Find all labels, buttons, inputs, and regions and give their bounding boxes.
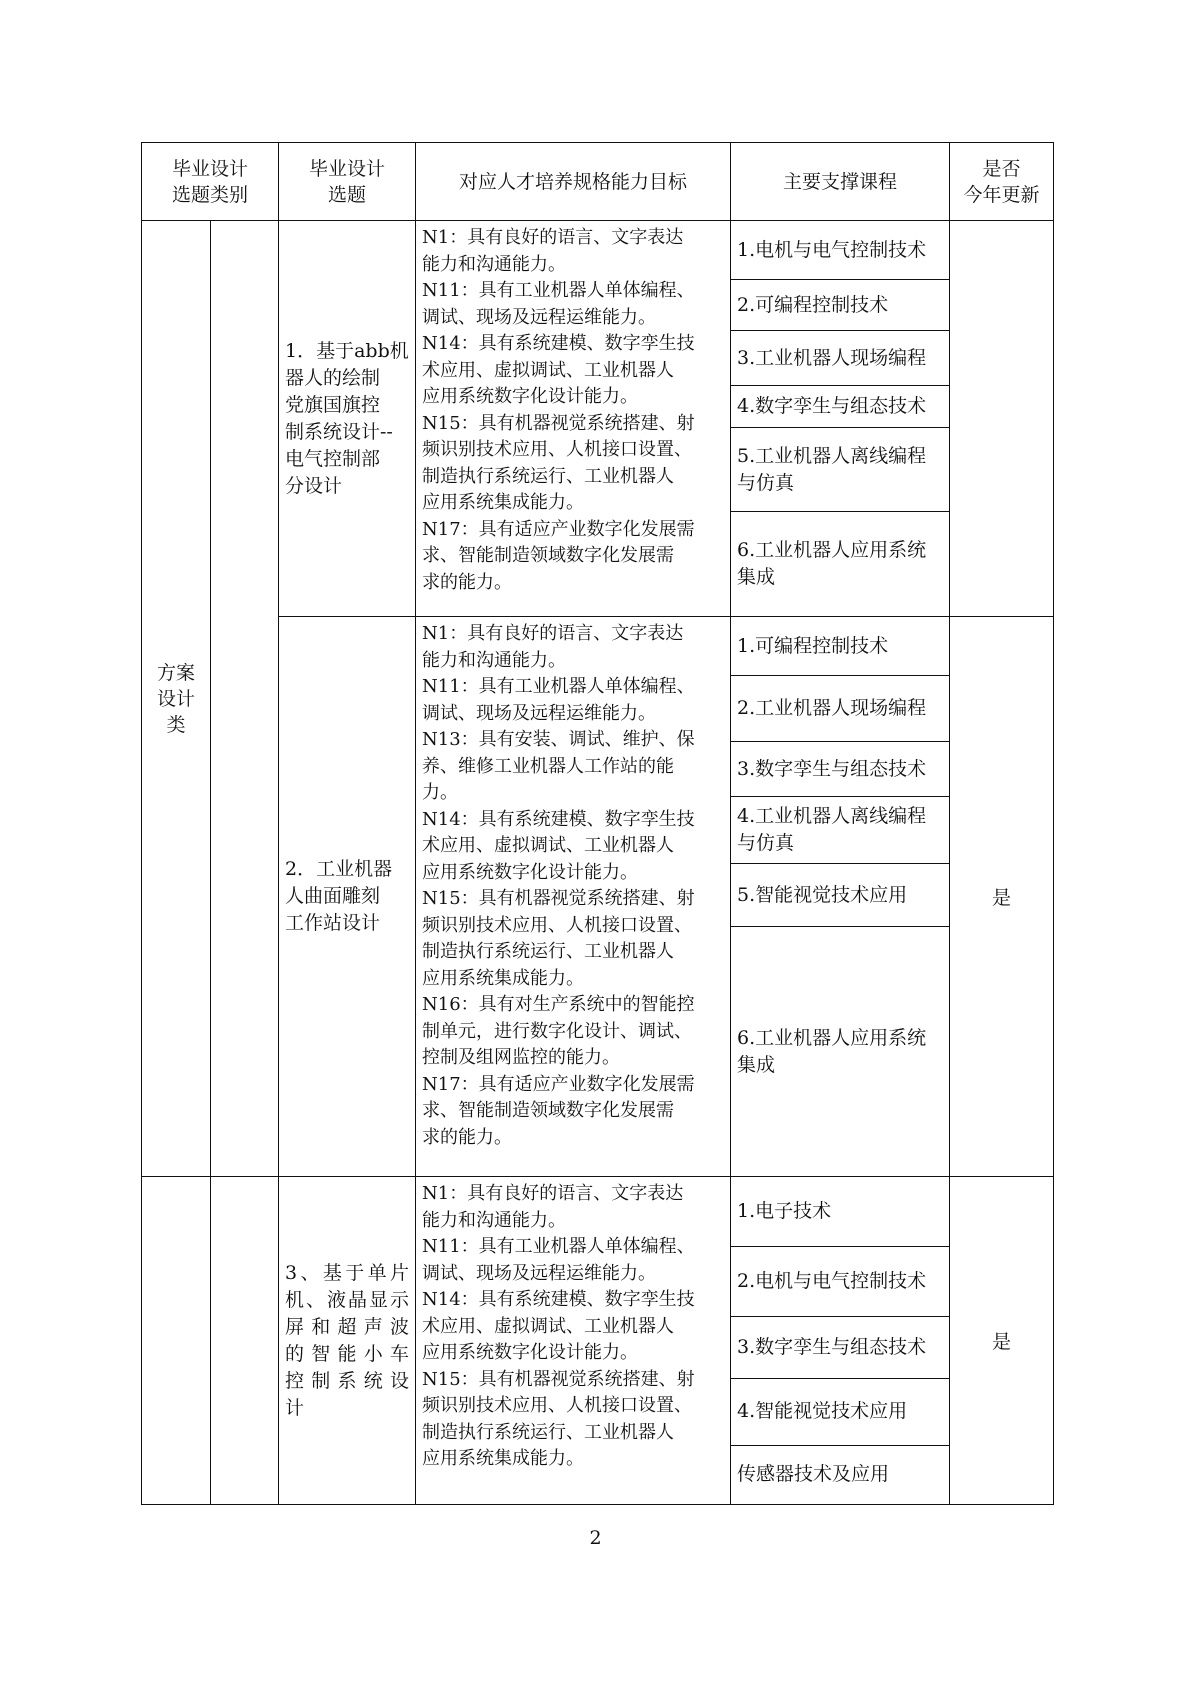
- category-cell-empty: [142, 1177, 211, 1505]
- course-item: 4.工业机器人离线编程 与仿真: [731, 797, 949, 864]
- subcategory-cell-empty: [211, 1177, 279, 1505]
- abilities-cell: N1：具有良好的语言、文字表达 能力和沟通能力。 N11：具有工业机器人单体编程、 调试、现场及远程运维能力。 N14：具有系统建模、数字孪生技 术应用、虚拟调试、工业机器人 应用系统数字化设计能力。 N15：具有机器视觉系统搭建、射 频识别技术应用、人机接口设置、 制造执行系统运行、工业机器人 应用系统集成能力。: [416, 1177, 731, 1505]
- header-category: 毕业设计 选题类别: [142, 143, 279, 221]
- updated-cell: 是: [950, 1177, 1054, 1505]
- course-item: 3.数字孪生与组态技术: [731, 1317, 949, 1379]
- course-item: 6.工业机器人应用系统 集成: [737, 1026, 927, 1076]
- table-row: [142, 617, 1054, 1177]
- course-item: 2.工业机器人现场编程: [731, 676, 949, 742]
- courses-cell: [731, 221, 950, 617]
- header-abilities: 对应人才培养规格能力目标: [416, 143, 731, 221]
- updated-cell: 是: [950, 617, 1054, 1177]
- course-item: 4.数字孪生与组态技术: [731, 386, 949, 428]
- course-item: 3.工业机器人现场编程: [731, 331, 949, 386]
- header-row: [142, 143, 1054, 221]
- course-item: 1.可编程控制技术: [731, 617, 949, 676]
- courses-cell: [731, 1177, 950, 1505]
- header-updated: 是否 今年更新: [950, 143, 1054, 221]
- course-item: 1.电子技术: [731, 1178, 949, 1247]
- courses-cell: [731, 617, 950, 1177]
- course-item: 2.电机与电气控制技术: [731, 1247, 949, 1317]
- header-topic: 毕业设计 选题: [279, 143, 416, 221]
- table-row: [142, 1177, 1054, 1505]
- header-courses: 主要支撑课程: [731, 143, 950, 221]
- course-item: 5.智能视觉技术应用: [731, 864, 949, 927]
- topic-cell: 2．工业机器 人曲面雕刻 工作站设计: [279, 617, 416, 1177]
- course-item: 5.工业机器人离线编程 与仿真: [731, 428, 949, 512]
- graduation-design-table: [141, 142, 1054, 1505]
- course-item: 1.电机与电气控制技术: [731, 221, 949, 280]
- topic-cell: 3、基于单片 机、液晶显示 屏和超声波 的智能小车 控制系统设 计: [279, 1177, 416, 1505]
- table-row: [142, 221, 1054, 617]
- subcategory-cell: [211, 221, 279, 1177]
- course-item: 传感器技术及应用: [737, 1463, 890, 1485]
- category-cell: 方案 设计 类: [142, 221, 211, 1177]
- topic-cell: 1．基于abb机 器人的绘制 党旗国旗控 制系统设计-- 电气控制部 分设计: [279, 221, 416, 617]
- updated-cell: [950, 221, 1054, 617]
- abilities-cell: N1：具有良好的语言、文字表达 能力和沟通能力。 N11：具有工业机器人单体编程、 调试、现场及远程运维能力。 N13：具有安装、调试、维护、保 养、维修工业机器人工作站的能 力。 N14：具有系统建模、数字孪生技 术应用、虚拟调试、工业机器人 应用系统数字化设计能力。 N15：具有机器视觉系统搭建、射 频识别技术应用、人机接口设置、 制造执行系统运行、工业机器人 应用系统集成能力。 N16：具有对生产系统中的智能控 制单元，进行数字化设计、调试、 控制及组网监控的能力。 N17：具有适应产业数字化发展需 求、智能制造领域数字化发展需 求的能力。: [416, 617, 731, 1177]
- course-item: 3.数字孪生与组态技术: [731, 742, 949, 797]
- course-item: 4.智能视觉技术应用: [731, 1379, 949, 1446]
- course-item: 6.工业机器人应用系统 集成: [737, 539, 927, 588]
- abilities-cell: N1：具有良好的语言、文字表达 能力和沟通能力。 N11：具有工业机器人单体编程、 调试、现场及远程运维能力。 N14：具有系统建模、数字孪生技 术应用、虚拟调试、工业机器人 应用系统数字化设计能力。 N15：具有机器视觉系统搭建、射 频识别技术应用、人机接口设置、 制造执行系统运行、工业机器人 应用系统集成能力。 N17：具有适应产业数字化发展需 求、智能制造领域数字化发展需 求的能力。: [416, 221, 731, 617]
- page-number: 2: [589, 1527, 602, 1549]
- course-item: 2.可编程控制技术: [731, 280, 949, 331]
